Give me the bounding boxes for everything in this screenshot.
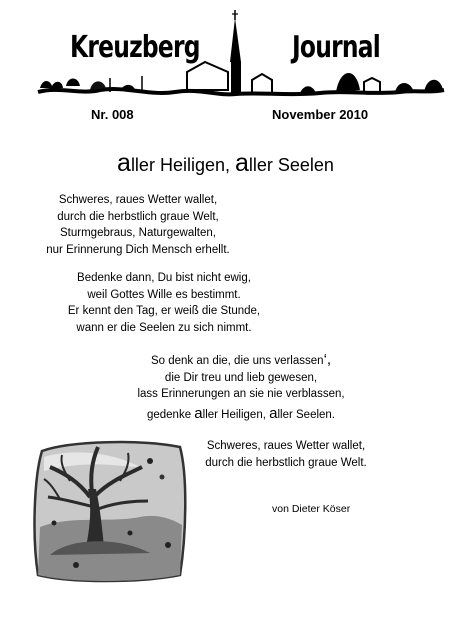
stanza-line: Sturmgebraus, Naturgewalten, bbox=[60, 227, 216, 240]
line-initial-1: a bbox=[194, 404, 203, 422]
line-initial-2: a bbox=[269, 404, 278, 422]
masthead bbox=[0, 0, 451, 110]
stanza-line bbox=[0, 352, 451, 370]
stanza-line: die Dir treu und lieb gewesen, bbox=[164, 371, 318, 384]
stanza-line: Bedenke dann, Du bist nicht ewig, bbox=[77, 272, 251, 284]
stanza-line: weil Gottes Wille es bestimmt. bbox=[87, 288, 241, 301]
stanza-line: Schweres, raues Wetter wallet, bbox=[58, 194, 218, 206]
title-part-1: ller Heiligen, bbox=[130, 155, 235, 175]
stanza-line: nur Erinnerung Dich Mensch erhellt. bbox=[46, 243, 230, 256]
issue-date: November 2010 bbox=[272, 107, 369, 122]
stanza-line: Schweres, raues Wetter wallet, bbox=[206, 440, 366, 452]
stanza-2 bbox=[0, 270, 328, 336]
stanza-line bbox=[0, 406, 451, 424]
author-credit: von Dieter Köser bbox=[272, 503, 351, 515]
title-initial-2: a bbox=[234, 149, 249, 177]
stanza-line: wann er die Seelen zu sich nimmt. bbox=[76, 321, 252, 334]
skyline-illustration bbox=[0, 0, 451, 110]
stanza-line-text: So denk an die, die uns verlassen bbox=[150, 355, 324, 367]
line-end: ller Seelen. bbox=[277, 408, 336, 421]
line-prefix: gedenke bbox=[146, 408, 195, 421]
stanza-3 bbox=[0, 352, 451, 423]
apostrophe-mark: ‘, bbox=[323, 351, 332, 368]
journal-title-left: Kreuzberg bbox=[70, 30, 200, 65]
autumn-tree-illustration bbox=[30, 437, 190, 584]
title-part-2: ller Seelen bbox=[248, 155, 334, 175]
line-mid: ller Heiligen, bbox=[202, 408, 270, 421]
issue-number: Nr. 008 bbox=[91, 107, 134, 122]
journal-title-right: Journal bbox=[292, 30, 380, 65]
poem-title bbox=[0, 149, 451, 178]
stanza-line: lass Erinnerungen an sie nie verblassen, bbox=[137, 388, 345, 401]
stanza-1 bbox=[0, 192, 276, 258]
stanza-line: Er kennt den Tag, er weiß die Stunde, bbox=[67, 305, 261, 318]
stanza-line: durch die herbstlich graue Welt. bbox=[205, 456, 367, 469]
title-initial-1: a bbox=[117, 149, 131, 177]
stanza-line: durch die herbstlich graue Welt, bbox=[57, 210, 219, 223]
